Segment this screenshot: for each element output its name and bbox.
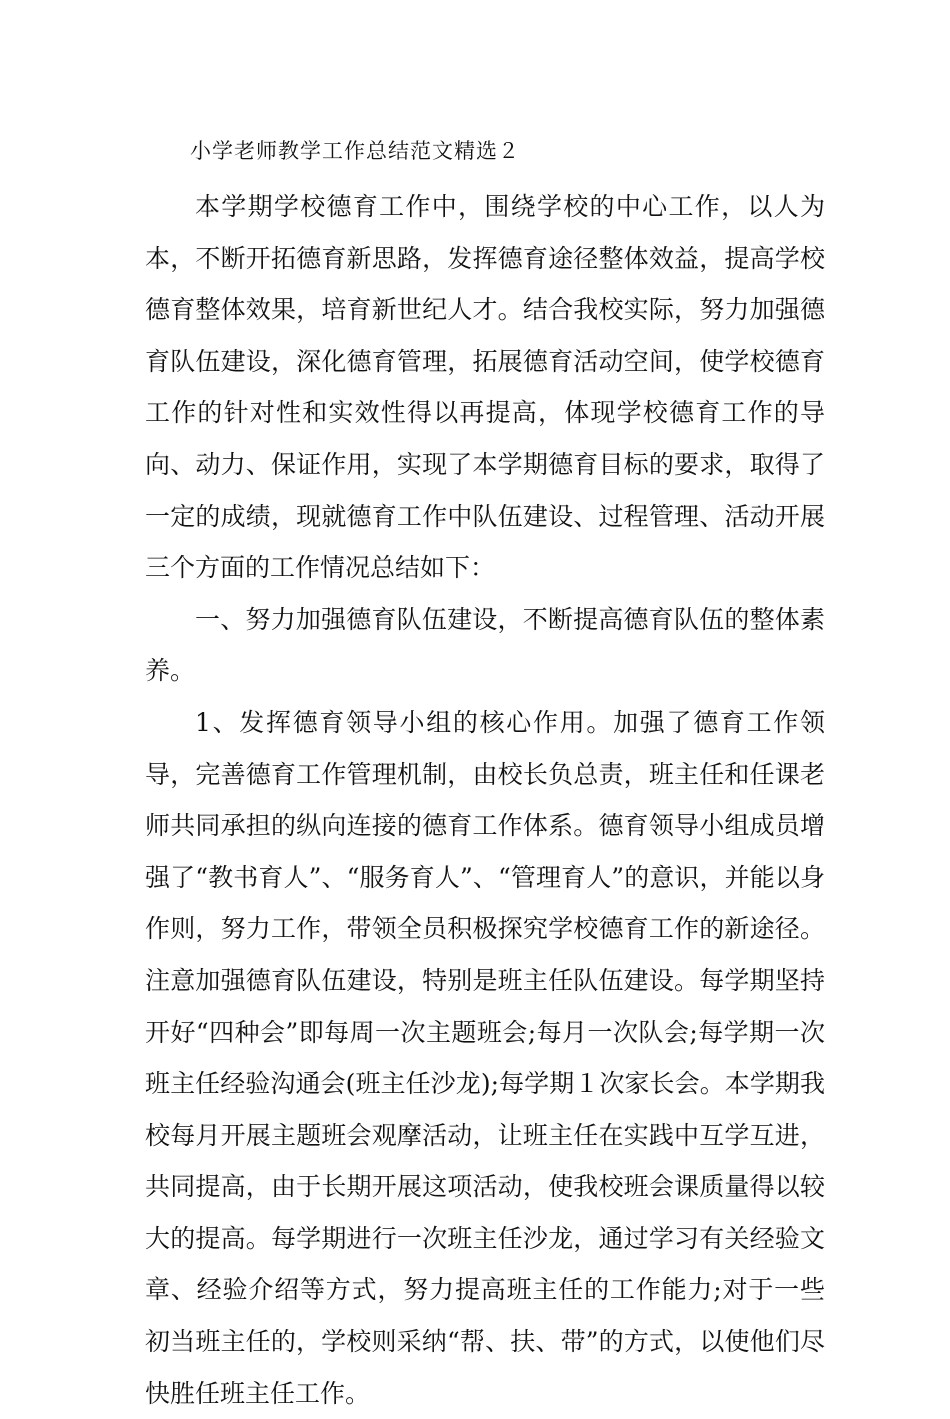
paragraph-item-1: 1、发挥德育领导小组的核心作用。加强了德育工作领导，完善德育工作管理机制，由校长负总责，班主任和任课老师共同承担的纵向连接的德育工作体系。德育领导小组成员增强了“教书育人”、“服务育人”、“管理育人”的意识，并能以身作则，努力工作，带领全员积极探究学校德育工作的新途径。注意加强德育队伍建设，特别是班主任队伍建设。每学期坚持开好“四种会”即每周一次主题班会;每月一次队会;每学期一次班主任经验沟通会(班主任沙龙);每学期１次家长会。本学期我校每月开展主题班会观摩活动，让班主任在实践中互学互进，共同提高，由于长期开展这项活动，使我校班会课质量得以较大的提高。每学期进行一次班主任沙龙，通过学习有关经验文章、经验介绍等方式，努力提高班主任的工作能力;对于一些初当班主任的，学校则采纳“帮、扶、带”的方式，以使他们尽快胜任班主任工作。 <box>145 707 825 1408</box>
paragraph-section-heading: 一、努力加强德育队伍建设，不断提高德育队伍的整体素养。 <box>145 604 825 686</box>
document-title: 小学老师教学工作总结范文精选２ <box>190 139 520 163</box>
document-body <box>145 181 825 1419</box>
paragraph-intro: 本学期学校德育工作中，围绕学校的中心工作，以人为本，不断开拓德育新思路，发挥德育途径整体效益，提高学校德育整体效果，培育新世纪人才。结合我校实际，努力加强德育队伍建设，深化德育管理，拓展德育活动空间，使学校德育工作的针对性和实效性得以再提高，体现学校德育工作的导向、动力、保证作用，实现了本学期德育目标的要求，取得了一定的成绩，现就德育工作中队伍建设、过程管理、活动开展三个方面的工作情况总结如下： <box>145 192 825 583</box>
